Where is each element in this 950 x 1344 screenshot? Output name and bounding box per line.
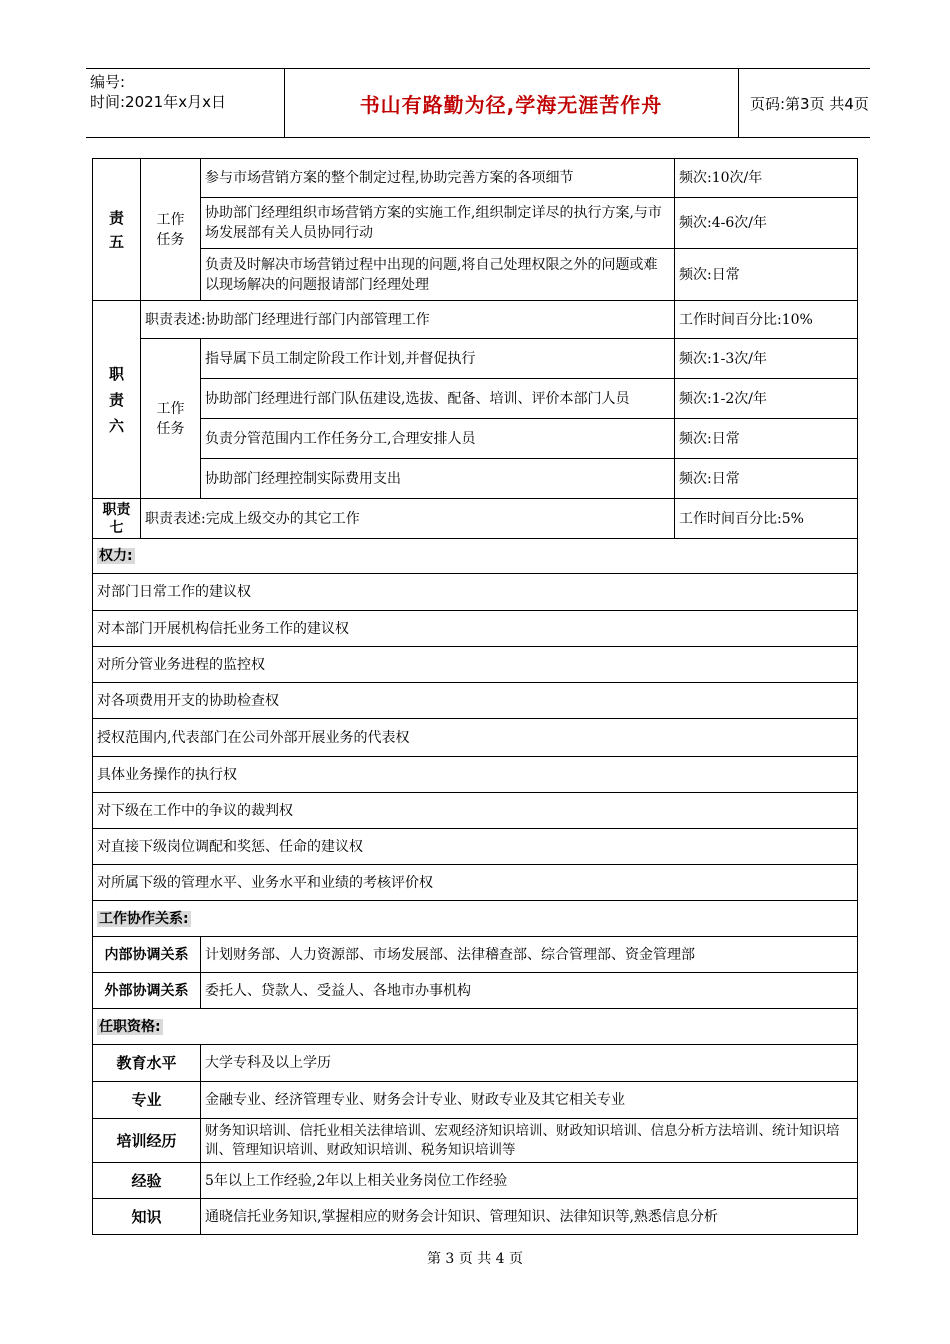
duty6-task-freq: 频次:日常 bbox=[675, 419, 858, 459]
duty6-statement: 职责表述:协助部门经理进行部门内部管理工作 bbox=[141, 301, 675, 339]
table-row bbox=[93, 973, 858, 1009]
authority-item: 对本部门开展机构信托业务工作的建议权 bbox=[93, 611, 858, 647]
qual-label: 培训经历 bbox=[93, 1119, 201, 1163]
duty6-time-pct: 工作时间百分比:10% bbox=[675, 301, 858, 339]
table-row bbox=[93, 379, 858, 419]
authority-table bbox=[92, 538, 858, 901]
authority-item: 对部门日常工作的建议权 bbox=[93, 574, 858, 611]
duty5-task-freq: 频次:4-6次/年 bbox=[675, 198, 858, 249]
duty5-task-freq: 频次:日常 bbox=[675, 249, 858, 301]
duty6-task-freq: 频次:1-3次/年 bbox=[675, 339, 858, 379]
page-footer: 第 3 页 共 4 页 bbox=[426, 1251, 524, 1267]
table-row bbox=[93, 937, 858, 973]
table-row bbox=[93, 901, 858, 937]
duty5-task-freq: 频次:10次/年 bbox=[675, 159, 858, 198]
qual-label: 知识 bbox=[93, 1199, 201, 1235]
doc-time: 时间:2021年x月x日 bbox=[90, 93, 226, 111]
qual-label: 教育水平 bbox=[93, 1045, 201, 1082]
duty6-task-freq: 频次:日常 bbox=[675, 459, 858, 499]
duty5-task-desc: 负责及时解决市场营销过程中出现的问题,将自己处理权限之外的问题或难以现场解决的问题报请部门经理处理 bbox=[201, 249, 675, 301]
list-item bbox=[93, 829, 858, 865]
list-item bbox=[93, 719, 858, 757]
table-row bbox=[93, 499, 858, 539]
authority-item: 具体业务操作的执行权 bbox=[93, 757, 858, 793]
cooperation-title: 工作协作关系: bbox=[99, 910, 189, 927]
table-row bbox=[93, 301, 858, 339]
list-item bbox=[93, 574, 858, 611]
duty6-task-desc: 协助部门经理进行部门队伍建设,选拔、配备、培训、评价本部门人员 bbox=[201, 379, 675, 419]
table-row bbox=[93, 1045, 858, 1082]
qualification-table bbox=[92, 1008, 858, 1235]
qual-value: 财务知识培训、信托业相关法律培训、宏观经济知识培训、财政知识培训、信息分析方法培训、统计知识培训、管理知识培训、财政知识培训、税务知识培训等 bbox=[201, 1119, 858, 1163]
external-label: 外部协调关系 bbox=[93, 973, 201, 1009]
duty6-task-label: 工作 任务 bbox=[141, 339, 201, 499]
table-row bbox=[93, 159, 858, 198]
duty6-task-desc: 协助部门经理控制实际费用支出 bbox=[201, 459, 675, 499]
authority-item: 对所属下级的管理水平、业务水平和业绩的考核评价权 bbox=[93, 865, 858, 901]
list-item bbox=[93, 683, 858, 719]
qual-label: 专业 bbox=[93, 1082, 201, 1119]
table-row bbox=[93, 419, 858, 459]
qual-value: 通晓信托业务知识,掌握相应的财务会计知识、管理知识、法律知识等,熟悉信息分析 bbox=[201, 1199, 858, 1235]
header-meta bbox=[86, 69, 285, 137]
authority-item: 对各项费用开支的协助检查权 bbox=[93, 683, 858, 719]
table-row bbox=[93, 1082, 858, 1119]
table-row bbox=[93, 459, 858, 499]
table-row bbox=[93, 1163, 858, 1199]
internal-label: 内部协调关系 bbox=[93, 937, 201, 973]
duty7-statement: 职责表述:完成上级交办的其它工作 bbox=[141, 499, 675, 539]
doc-number: 编号: bbox=[90, 73, 126, 91]
qual-value: 5年以上工作经验,2年以上相关业务岗位工作经验 bbox=[201, 1163, 858, 1199]
table-row bbox=[93, 1119, 858, 1163]
list-item bbox=[93, 793, 858, 829]
table-row bbox=[93, 339, 858, 379]
list-item bbox=[93, 647, 858, 683]
list-item bbox=[93, 865, 858, 901]
duty5-label: 责 五 bbox=[93, 159, 141, 301]
header-page-cell bbox=[738, 69, 870, 137]
header-motto-cell bbox=[284, 69, 739, 137]
internal-value: 计划财务部、人力资源部、市场发展部、法律稽查部、综合管理部、资金管理部 bbox=[201, 937, 858, 973]
duty7-label: 职责 七 bbox=[93, 499, 141, 539]
page-info: 页码:第3页 共4页 bbox=[750, 94, 869, 113]
page-header bbox=[86, 68, 870, 138]
duty6-task-desc: 指导属下员工制定阶段工作计划,并督促执行 bbox=[201, 339, 675, 379]
duty5-task-desc: 参与市场营销方案的整个制定过程,协助完善方案的各项细节 bbox=[201, 159, 675, 198]
qual-value: 大学专科及以上学历 bbox=[201, 1045, 858, 1082]
authority-item: 对直接下级岗位调配和奖惩、任命的建议权 bbox=[93, 829, 858, 865]
table-row bbox=[93, 198, 858, 249]
qual-value: 金融专业、经济管理专业、财务会计专业、财政专业及其它相关专业 bbox=[201, 1082, 858, 1119]
qualification-title: 任职资格: bbox=[99, 1018, 161, 1035]
duty6-label: 职 责 六 bbox=[93, 301, 141, 499]
table-row bbox=[93, 539, 858, 574]
table-row bbox=[93, 249, 858, 301]
duty7-time-pct: 工作时间百分比:5% bbox=[675, 499, 858, 539]
table-row bbox=[93, 1009, 858, 1045]
cooperation-table bbox=[92, 900, 858, 1009]
authority-title: 权力: bbox=[99, 548, 133, 564]
qual-label: 经验 bbox=[93, 1163, 201, 1199]
authority-item: 授权范围内,代表部门在公司外部开展业务的代表权 bbox=[93, 719, 858, 757]
authority-item: 对所分管业务进程的监控权 bbox=[93, 647, 858, 683]
list-item bbox=[93, 611, 858, 647]
duty6-task-freq: 频次:1-2次/年 bbox=[675, 379, 858, 419]
external-value: 委托人、贷款人、受益人、各地市办事机构 bbox=[201, 973, 858, 1009]
table-row bbox=[93, 1199, 858, 1235]
duties-table bbox=[92, 158, 858, 539]
duty6-task-desc: 负责分管范围内工作任务分工,合理安排人员 bbox=[201, 419, 675, 459]
duty5-task-label: 工作 任务 bbox=[141, 159, 201, 301]
motto: 书山有路勤为径,学海无涯苦作舟 bbox=[359, 92, 663, 117]
authority-item: 对下级在工作中的争议的裁判权 bbox=[93, 793, 858, 829]
duty5-task-desc: 协助部门经理组织市场营销方案的实施工作,组织制定详尽的执行方案,与市场发展部有关人员协同行动 bbox=[201, 198, 675, 249]
list-item bbox=[93, 757, 858, 793]
